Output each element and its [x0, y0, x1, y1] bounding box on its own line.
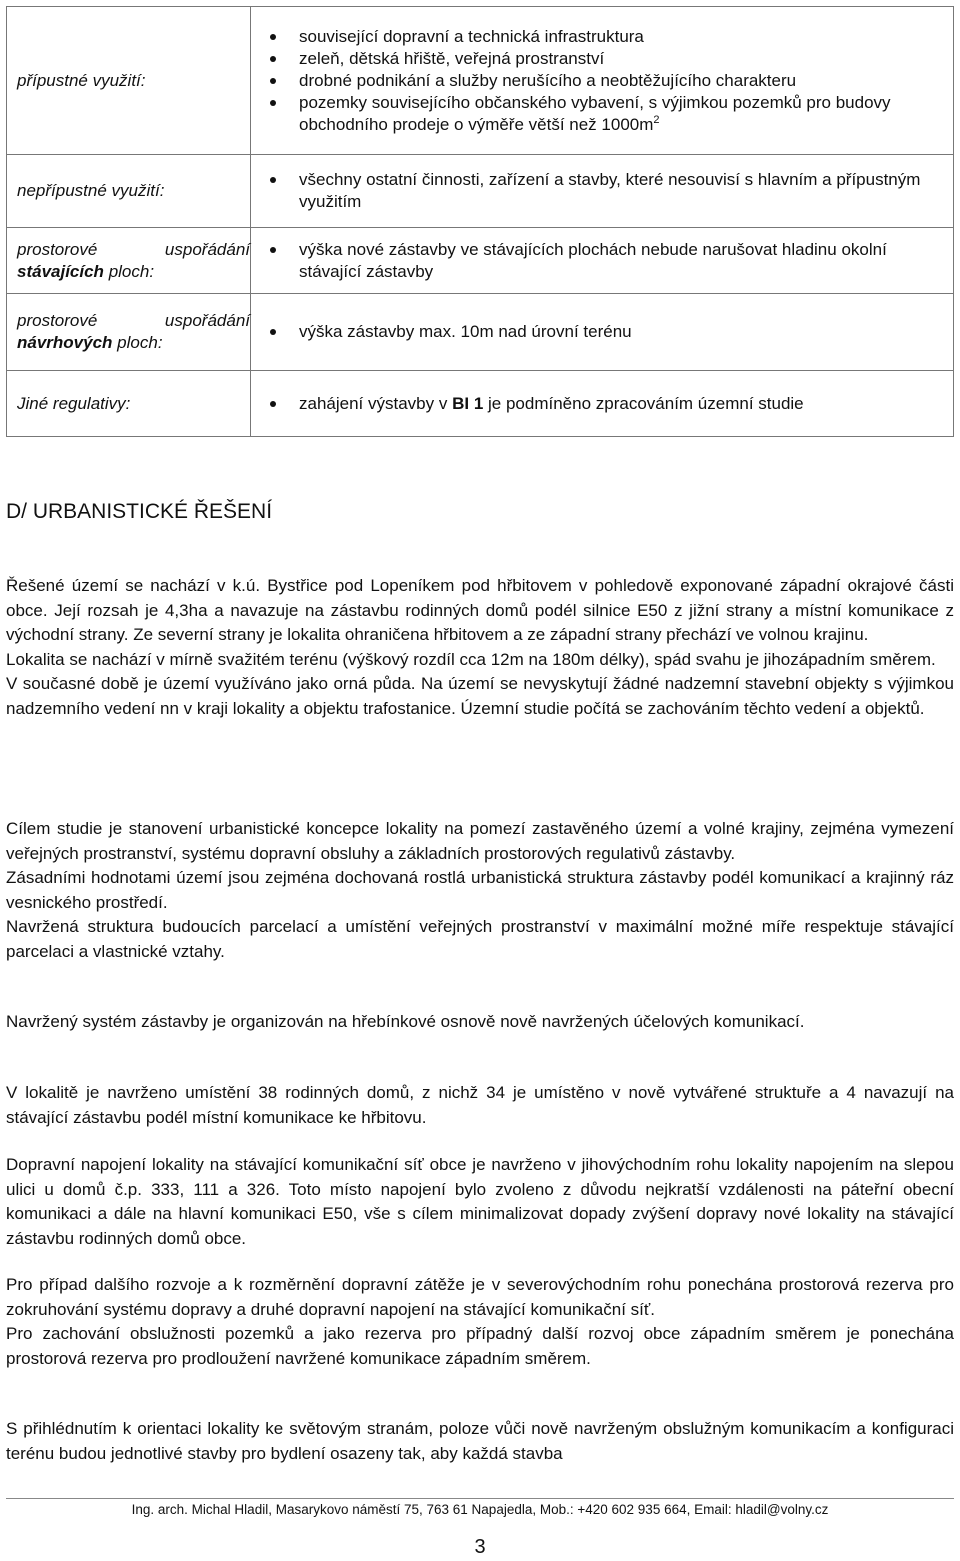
paragraph: Navržená struktura budoucích parcelací a umístění veřejných prostranství v maximální možné míře respektuje stávající parcelaci a vlastnické vztahy. — [6, 917, 954, 961]
paragraph: Zásadními hodnotami území jsou zejména dochovaná rostlá urbanistická struktura zástavby podél komunikací a krajinný ráz vesnického prostředí. — [6, 868, 954, 912]
paragraph: Cílem studie je stanovení urbanistické koncepce lokality na pomezí zastavěného území a volné krajiny, zejména vymezení veřejných prostranství, systému dopravní obsluhy a základních prostorových regulativů zástavby. — [6, 819, 954, 863]
list-item: zahájení výstavby v BI 1 je podmíněno zpracováním územní studie — [265, 393, 943, 415]
row-label: Jiné regulativy: — [7, 371, 251, 437]
row-label: přípustné využití: — [7, 7, 251, 155]
body-block — [6, 1081, 954, 1130]
paragraph: Dopravní napojení lokality na stávající komunikační síť obce je navrženo v jihovýchodním rohu lokality napojením na slepou ulici u domů č.p. 333, 111 a 326. Toto místo napojení bylo zvoleno z důvodu nejkratší vzdálenosti na páteřní obecní komunikaci a dále na hlavní komunikaci E50, vše s cílem minimalizovat dopady zvýšení dopravy nové lokality na stávající zástavbu rodinných domů obce. — [6, 1155, 954, 1248]
list-item: pozemky souvisejícího občanského vybavení, s výjimkou pozemků pro budovy obchodního prodeje o výměře větší než $1000m^2$ — [265, 92, 943, 136]
page-number: 3 — [474, 1536, 486, 1558]
regulation-table — [6, 6, 954, 437]
table-row — [7, 228, 954, 294]
section-heading: D/ URBANISTICKÉ ŘEŠENÍ — [6, 500, 273, 523]
list-item: související dopravní a technická infrastruktura — [265, 26, 943, 48]
table-row — [7, 155, 954, 228]
body-block — [6, 817, 954, 964]
row-label: prostorové uspořádání návrhových ploch: — [7, 294, 251, 371]
paragraph: Navržený systém zástavby je organizován na hřebínkové osnově nově navržených účelových komunikací. — [6, 1012, 805, 1031]
list-item: výška nové zástavby ve stávajících plochách nebude narušovat hladinu okolní stávající zástavby — [265, 239, 943, 283]
table-row — [7, 371, 954, 437]
table-row — [7, 294, 954, 371]
body-block — [6, 1010, 954, 1035]
paragraph: V současné době je území využíváno jako orná půda. Na území se nevyskytují žádné nadzemní stavební objekty s výjimkou nadzemního vedení nn v kraji lokality a objektu trafostanice. Územní studie počítá se zachováním těchto vedení a objektů. — [6, 674, 954, 718]
paragraph: Pro zachování obslužnosti pozemků a jako rezerva pro případný další rozvoj obce západním směrem je ponechána prostorová rezerva pro prodloužení navržené komunikace západním směrem. — [6, 1324, 954, 1368]
list-item: zeleň, dětská hřiště, veřejná prostranství — [265, 48, 943, 70]
body-block — [6, 1153, 954, 1251]
list-item: všechny ostatní činnosti, zařízení a stavby, které nesouvisí s hlavním a přípustným využitím — [265, 169, 943, 213]
paragraph: V lokalitě je navrženo umístění 38 rodinných domů, z nichž 34 je umístěno v nově vytvářené struktuře a 4 navazují na stávající zástavbu podél místní komunikace ke hřbitovu. — [6, 1083, 954, 1127]
list-item: drobné podnikání a služby nerušícího a neobtěžujícího charakteru — [265, 70, 943, 92]
footer-text: Ing. arch. Michal Hladil, Masarykovo náměstí 75, 763 61 Napajedla, Mob.: +420 602 935 664, Email: hladil@volny.cz — [131, 1502, 829, 1517]
bullet-list — [265, 393, 943, 415]
bullet-list — [265, 239, 943, 283]
bullet-list — [265, 169, 943, 213]
superscript: 2 — [653, 113, 660, 126]
body-block — [6, 1273, 954, 1371]
paragraph: Pro případ dalšího rozvoje a k rozměrnění dopravní zátěže je v severovýchodním rohu ponechána prostorová rezerva pro zokruhování systému dopravy a druhé dopravní napojení na stávající komunikační síť. — [6, 1275, 954, 1319]
list-item: výška zástavby max. 10m nad úrovní terénu — [265, 321, 943, 343]
body-block — [6, 1417, 954, 1466]
row-label: prostorové uspořádání stávajících ploch: — [7, 228, 251, 294]
paragraph: S přihlédnutím k orientaci lokality ke světovým stranám, poloze vůči nově navrženým obslužným komunikacím a konfiguraci terénu budou jednotlivé stavby pro bydlení osazeny tak, aby každá stavba — [6, 1419, 954, 1463]
paragraph: Lokalita se nachází v mírně svažitém terénu (výškový rozdíl cca 12m na 180m délky), spád svahu je jihozápadním směrem. — [6, 649, 936, 669]
bullet-list — [265, 26, 943, 136]
row-label: nepřípustné využití: — [7, 155, 251, 228]
paragraph: Řešené území se nachází v k.ú. Bystřice pod Lopeníkem pod hřbitovem v pohledově exponované západní okrajové části obce. Její rozsah je 4,3ha a navazuje na zástavbu rodinných domů podél silnice E50 z jižní strany a místní komunikace z východní strany. Ze severní strany je lokalita ohraničena hřbitovem a ze západní strany přechází ve volnou krajinu. — [6, 576, 954, 644]
bullet-list — [265, 321, 943, 343]
table-row — [7, 7, 954, 155]
footer-divider — [6, 1498, 954, 1499]
body-block — [6, 574, 954, 721]
